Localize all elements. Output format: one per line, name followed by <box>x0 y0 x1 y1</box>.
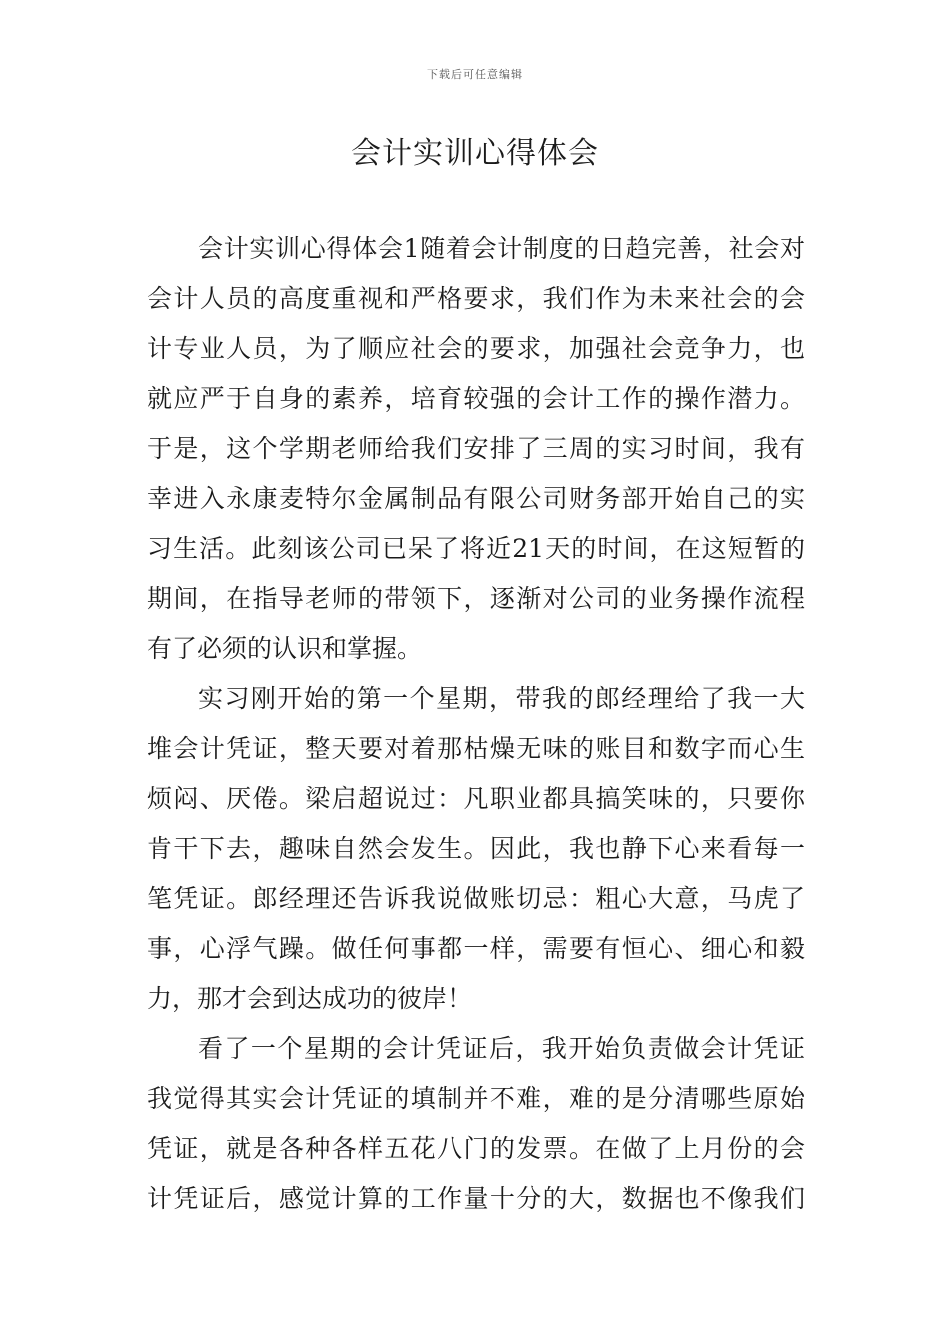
paragraph-3-line-3: 凭证，就是各种各样五花八门的发票。在做了上月份的会 <box>147 1134 805 1163</box>
paragraph-2-line-6: 事，心浮气躁。做任何事都一样，需要有恒心、细心和毅 <box>147 934 805 963</box>
paragraph-2-line-7: 力，那才会到达成功的彼岸！ <box>147 984 473 1013</box>
paragraph-2-line-5: 笔凭证。郎经理还告诉我说做账切忌：粗心大意，马虎了 <box>147 884 805 913</box>
paragraph-2-line-3: 烦闷、厌倦。梁启超说过：凡职业都具搞笑味的，只要你 <box>147 784 805 813</box>
paragraph-1-line-7: 习生活。此刻该公司已呆了将近21天的时间，在这短暂的 <box>147 534 805 563</box>
paragraph-1-line-3: 计专业人员，为了顺应社会的要求，加强社会竞争力，也 <box>147 334 805 363</box>
header-note: 下载后可任意编辑 <box>427 68 523 81</box>
paragraph-1-line-8: 期间，在指导老师的带领下，逐渐对公司的业务操作流程 <box>147 584 805 613</box>
document-title: 会计实训心得体会 <box>351 136 599 171</box>
paragraph-1-line-2: 会计人员的高度重视和严格要求，我们作为未来社会的会 <box>147 284 805 313</box>
paragraph-2-line-4: 肯干下去，趣味自然会发生。因此，我也静下心来看每一 <box>147 834 805 863</box>
paragraph-3-line-2: 我觉得其实会计凭证的填制并不难，难的是分清哪些原始 <box>147 1084 805 1113</box>
paragraph-2-line-2: 堆会计凭证，整天要对着那枯燥无味的账目和数字而心生 <box>147 734 805 763</box>
paragraph-1-line-9: 有了必须的认识和掌握。 <box>147 634 423 663</box>
paragraph-1-line-4: 就应严于自身的素养，培育较强的会计工作的操作潜力。 <box>147 384 805 413</box>
document-body <box>147 224 805 1224</box>
paragraph-1-line-6: 幸进入永康麦特尔金属制品有限公司财务部开始自己的实 <box>147 484 805 513</box>
paragraph-1-line-1: 会计实训心得体会1随着会计制度的日趋完善，社会对 <box>198 234 805 263</box>
paragraph-1-line-5: 于是，这个学期老师给我们安排了三周的实习时间，我有 <box>147 434 805 463</box>
paragraph-3-line-4: 计凭证后，感觉计算的工作量十分的大，数据也不像我们 <box>147 1184 805 1213</box>
paragraph-2-line-1: 实习刚开始的第一个星期，带我的郎经理给了我一大 <box>198 684 805 713</box>
paragraph-3-line-1: 看了一个星期的会计凭证后，我开始负责做会计凭证 <box>198 1034 805 1063</box>
